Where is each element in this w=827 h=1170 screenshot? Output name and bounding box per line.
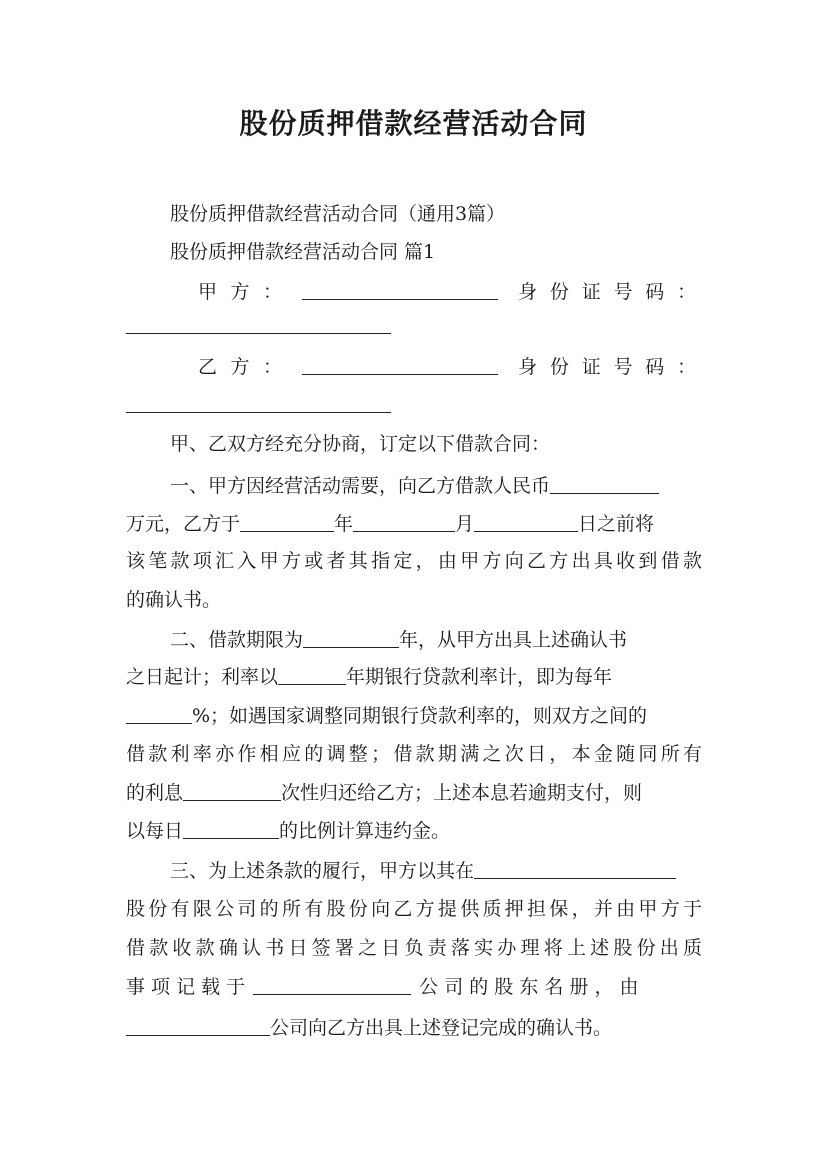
penalty-rate-blank [183, 818, 279, 839]
party-b-id-blank [126, 412, 391, 413]
intro-paragraph: 甲、乙双方经充分协商，订定以下借款合同： [170, 433, 551, 455]
deadline-day-blank [474, 511, 578, 532]
clause-3-line-3: 借款收款确认书日签署之日负责落实办理将上述股份出质 [126, 937, 702, 959]
clause-1-text-2a: 万元，乙方于 [126, 513, 241, 535]
clause-1-line-2 [126, 510, 702, 538]
party-a-id-blank [126, 333, 391, 334]
clause-3-text-4a: 事 项 记 载 于 [126, 976, 246, 998]
document-subtitle: 股份质押借款经营活动合同（通用3篇） [170, 203, 506, 225]
clause-1-line-4: 的确认书。 [126, 589, 222, 611]
loan-amount-blank [550, 473, 659, 494]
party-b-id-label: 身 份 证 号 码 ： [518, 356, 697, 378]
clause-1-line-3: 该笔款项汇入甲方或者其指定，由甲方向乙方出具收到借款 [126, 550, 702, 572]
party-a-name-blank [302, 279, 498, 300]
party-b-name-blank [302, 354, 498, 375]
clause-2-line-1 [170, 626, 702, 654]
clause-3-line-4 [126, 973, 702, 1001]
party-a-label: 甲 方 ： [198, 281, 282, 303]
clause-2-line-4: 借款利率亦作相应的调整；借款期满之次日，本金随同所有 [126, 743, 702, 765]
party-b-line [198, 353, 702, 381]
clause-2-text-1a: 二、借款期限为 [170, 629, 304, 651]
clause-2-text-5a: 的利息 [126, 782, 184, 804]
deadline-year-blank [240, 511, 334, 532]
loan-term-blank [303, 627, 399, 648]
clause-1-text-2d: 日之前将 [578, 513, 655, 535]
clause-3-text-4b: 公 司 的 股 东 名 册 ， 由 [419, 976, 639, 998]
document-title: 股份质押借款经营活动合同 [239, 107, 588, 140]
clause-2-text-2b: 年期银行贷款利率计，即为每年 [346, 666, 613, 688]
party-b-label: 乙 方 ： [198, 356, 282, 378]
clause-2-text-2a: 之日起计；利率以 [126, 666, 279, 688]
annual-rate-blank [126, 703, 192, 724]
clause-3-text-5: 公司向乙方出具上述登记完成的确认书。 [270, 1017, 613, 1039]
clause-3-line-2: 股份有限公司的所有股份向乙方提供质押担保，并由甲方于 [126, 898, 702, 920]
clause-2-line-3 [126, 702, 702, 730]
clause-1-text-2b: 年 [334, 513, 354, 535]
clause-3-line-1 [170, 857, 702, 885]
party-a-id-label: 身 份 证 号 码 ： [518, 281, 697, 303]
rate-term-blank [278, 664, 346, 685]
clause-2-text-5b: 次性归还给乙方；上述本息若逾期支付，则 [281, 782, 643, 804]
repayment-blank [183, 780, 281, 801]
clause-1-text-1: 一、甲方因经营活动需要，向乙方借款人民币 [170, 475, 551, 497]
clause-3-line-5 [126, 1014, 702, 1042]
clause-2-text-6b: 的比例计算违约金。 [279, 820, 451, 842]
clause-2-line-2 [126, 663, 702, 691]
clause-3-text-1: 三、为上述条款的履行，甲方以其在 [170, 860, 475, 882]
clause-2-line-5 [126, 779, 702, 807]
issuing-company-blank [126, 1015, 270, 1036]
clause-1-text-2c: 月 [455, 513, 475, 535]
clause-2-line-6 [126, 817, 702, 845]
registry-company-blank [253, 974, 411, 995]
section-heading: 股份质押借款经营活动合同 篇1 [170, 241, 436, 263]
clause-1-line-1 [170, 472, 702, 500]
clause-2-text-3: %；如遇国家调整同期银行贷款利率的，则双方之间的 [192, 705, 648, 727]
company-name-blank [474, 858, 676, 879]
clause-2-text-6a: 以每日 [126, 820, 184, 842]
clause-2-text-1b: 年，从甲方出具上述确认书 [399, 629, 628, 651]
party-a-line [198, 278, 702, 306]
deadline-month-blank [353, 511, 455, 532]
